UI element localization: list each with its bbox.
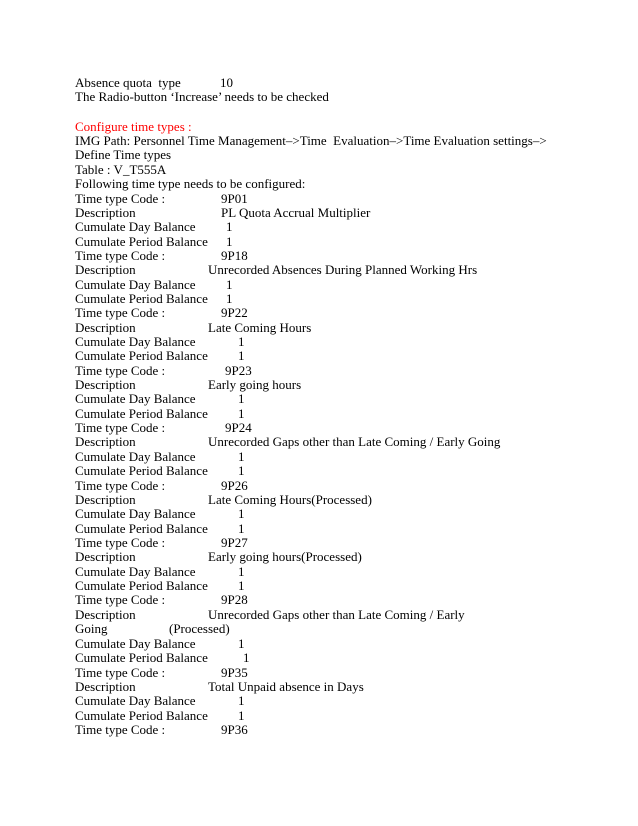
code-label: Time type Code : <box>75 363 166 378</box>
description-row <box>75 205 371 220</box>
code-value: 9P18 <box>221 248 248 263</box>
code-value: 9P28 <box>221 592 248 607</box>
period-balance-value: 1 <box>238 348 245 363</box>
img-path-line-1: IMG Path: Personnel Time Management–>Time Evaluation–>Time Evaluation settings–> <box>75 133 547 148</box>
description-row <box>75 679 364 694</box>
period-balance-row <box>75 348 245 363</box>
description-continuation-row <box>75 621 230 636</box>
period-balance-label: Cumulate Period Balance <box>75 708 208 723</box>
description-label: Description <box>75 205 136 220</box>
code-label: Time type Code : <box>75 420 166 435</box>
day-balance-row <box>75 564 245 579</box>
day-balance-value: 1 <box>238 564 245 579</box>
description-value: Total Unpaid absence in Days <box>208 679 364 694</box>
absence-quota-value: 10 <box>220 75 233 90</box>
code-value: 9P22 <box>221 305 248 320</box>
day-balance-row <box>75 449 245 464</box>
period-balance-label: Cumulate Period Balance <box>75 521 208 536</box>
day-balance-row <box>75 506 245 521</box>
description-row <box>75 549 362 564</box>
img-path-line-2: Define Time types <box>75 147 172 162</box>
description-value: Early going hours(Processed) <box>208 549 362 564</box>
description-value: Late Coming Hours <box>208 320 312 335</box>
code-label: Time type Code : <box>75 305 166 320</box>
description-value: Unrecorded Gaps other than Late Coming / Early Going <box>208 434 501 449</box>
description-continuation-2: (Processed) <box>169 621 230 636</box>
code-label: Time type Code : <box>75 478 166 493</box>
description-row <box>75 377 302 392</box>
period-balance-row <box>75 406 245 421</box>
time-type-code-row <box>75 248 248 263</box>
code-value: 9P26 <box>221 478 248 493</box>
day-balance-value: 1 <box>238 334 245 349</box>
period-balance-value: 1 <box>238 521 245 536</box>
period-balance-value: 1 <box>238 578 245 593</box>
description-label: Description <box>75 320 136 335</box>
period-balance-row <box>75 650 250 665</box>
period-balance-row <box>75 291 233 306</box>
time-type-code-row <box>75 305 248 320</box>
period-balance-value: 1 <box>226 234 233 249</box>
period-balance-row <box>75 463 245 478</box>
code-label: Time type Code : <box>75 722 166 737</box>
period-balance-label: Cumulate Period Balance <box>75 578 208 593</box>
day-balance-label: Cumulate Day Balance <box>75 219 196 234</box>
code-value: 9P35 <box>221 665 248 680</box>
period-balance-row <box>75 578 245 593</box>
code-label: Time type Code : <box>75 665 166 680</box>
period-balance-value: 1 <box>226 291 233 306</box>
code-label: Time type Code : <box>75 248 166 263</box>
period-balance-label: Cumulate Period Balance <box>75 650 208 665</box>
description-label: Description <box>75 607 136 622</box>
period-balance-label: Cumulate Period Balance <box>75 234 208 249</box>
day-balance-row <box>75 636 245 651</box>
day-balance-value: 1 <box>238 391 245 406</box>
day-balance-label: Cumulate Day Balance <box>75 449 196 464</box>
day-balance-value: 1 <box>238 693 245 708</box>
day-balance-value: 1 <box>226 219 233 234</box>
day-balance-label: Cumulate Day Balance <box>75 334 196 349</box>
time-type-code-row <box>75 665 248 680</box>
time-type-code-row <box>75 478 248 493</box>
period-balance-value: 1 <box>238 708 245 723</box>
time-type-code-row <box>75 191 248 206</box>
period-balance-value: 1 <box>238 463 245 478</box>
code-label: Time type Code : <box>75 191 166 206</box>
description-row <box>75 320 312 335</box>
period-balance-label: Cumulate Period Balance <box>75 406 208 421</box>
absence-quota-row <box>75 75 233 90</box>
period-balance-value: 1 <box>243 650 250 665</box>
day-balance-label: Cumulate Day Balance <box>75 277 196 292</box>
description-value: Unrecorded Absences During Planned Working Hrs <box>208 262 478 277</box>
absence-quota-label: Absence quota type <box>75 75 181 90</box>
period-balance-value: 1 <box>238 406 245 421</box>
description-value: Late Coming Hours(Processed) <box>208 492 372 507</box>
code-value: 9P01 <box>221 191 248 206</box>
code-label: Time type Code : <box>75 535 166 550</box>
description-label: Description <box>75 679 136 694</box>
description-value: Unrecorded Gaps other than Late Coming / Early <box>208 607 465 622</box>
description-row <box>75 492 372 507</box>
intro-text: Following time type needs to be configured: <box>75 176 306 191</box>
description-label: Description <box>75 492 136 507</box>
description-label: Description <box>75 434 136 449</box>
period-balance-label: Cumulate Period Balance <box>75 291 208 306</box>
day-balance-value: 1 <box>226 277 233 292</box>
time-type-code-row <box>75 420 252 435</box>
day-balance-row <box>75 693 245 708</box>
code-label: Time type Code : <box>75 592 166 607</box>
day-balance-value: 1 <box>238 506 245 521</box>
period-balance-row <box>75 708 245 723</box>
table-name: Table : V_T555A <box>75 162 167 177</box>
day-balance-value: 1 <box>238 636 245 651</box>
period-balance-row <box>75 521 245 536</box>
day-balance-row <box>75 391 245 406</box>
description-value: PL Quota Accrual Multiplier <box>221 205 371 220</box>
section-title: Configure time types : <box>75 119 192 134</box>
time-type-code-row <box>75 592 248 607</box>
day-balance-label: Cumulate Day Balance <box>75 506 196 521</box>
period-balance-label: Cumulate Period Balance <box>75 348 208 363</box>
day-balance-row <box>75 334 245 349</box>
period-balance-label: Cumulate Period Balance <box>75 463 208 478</box>
description-row <box>75 607 465 622</box>
day-balance-label: Cumulate Day Balance <box>75 693 196 708</box>
time-type-code-row <box>75 722 248 737</box>
radio-note: The Radio-button ‘Increase’ needs to be checked <box>75 89 329 104</box>
day-balance-row <box>75 277 233 292</box>
code-value: 9P36 <box>221 722 248 737</box>
code-value: 9P27 <box>221 535 248 550</box>
description-label: Description <box>75 262 136 277</box>
description-value: Early going hours <box>208 377 302 392</box>
description-label: Description <box>75 377 136 392</box>
time-type-code-row <box>75 363 252 378</box>
description-continuation-1: Going <box>75 621 108 636</box>
day-balance-label: Cumulate Day Balance <box>75 564 196 579</box>
day-balance-row <box>75 219 233 234</box>
day-balance-label: Cumulate Day Balance <box>75 636 196 651</box>
code-value: 9P24 <box>225 420 252 435</box>
time-type-code-row <box>75 535 248 550</box>
period-balance-row <box>75 234 233 249</box>
description-row <box>75 434 501 449</box>
description-row <box>75 262 478 277</box>
day-balance-value: 1 <box>238 449 245 464</box>
description-label: Description <box>75 549 136 564</box>
day-balance-label: Cumulate Day Balance <box>75 391 196 406</box>
code-value: 9P23 <box>225 363 252 378</box>
